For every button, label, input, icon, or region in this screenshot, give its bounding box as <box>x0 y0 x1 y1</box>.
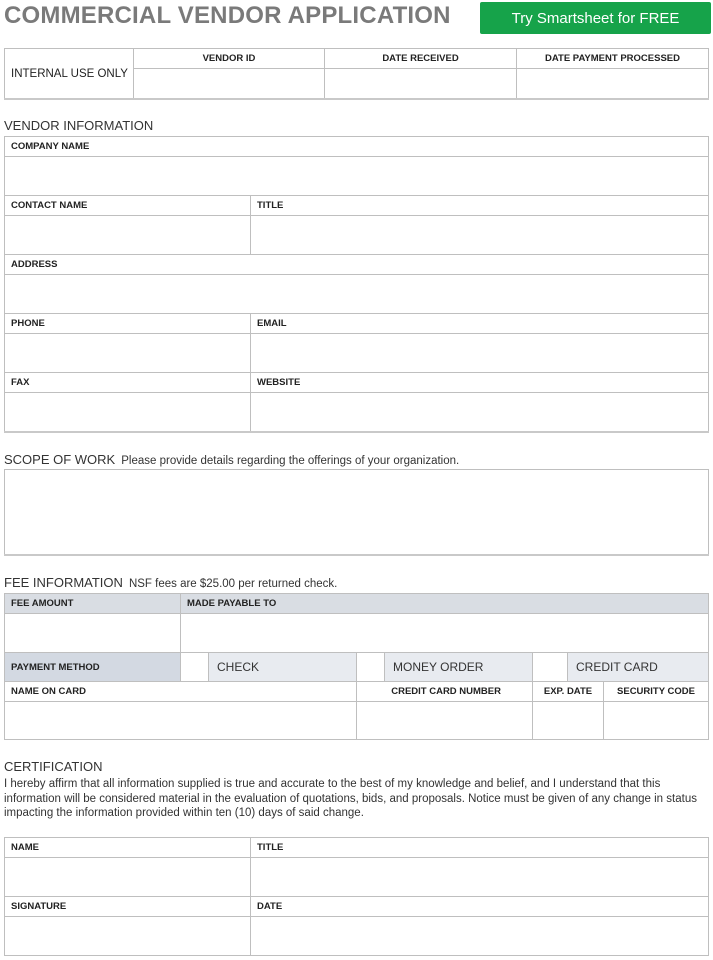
certification-text: I hereby affirm that all information supplied is true and accurate to the best of my knowledge and belief, and I understand that this information will be considered material in the evaluation of quotations, bids, and proposals. Notice must be given of any change in status impacting the information provided within ten (10) days of said change. <box>4 778 697 819</box>
credit-card-checkbox[interactable] <box>532 652 568 682</box>
name-on-card-header: NAME ON CARD <box>4 681 357 702</box>
cert-name-header: NAME <box>4 837 251 858</box>
cert-name-field[interactable] <box>4 857 251 897</box>
fee-amount-header: FEE AMOUNT <box>4 593 181 614</box>
scope-section-label: SCOPE OF WORK <box>4 452 116 467</box>
cert-table <box>4 837 709 956</box>
title-field[interactable] <box>250 215 709 255</box>
cert-title-field[interactable] <box>250 857 709 897</box>
address-field[interactable] <box>4 274 709 314</box>
credit-card-option: CREDIT CARD <box>567 652 709 682</box>
phone-header: PHONE <box>4 313 251 334</box>
money-order-option: MONEY ORDER <box>384 652 533 682</box>
try-smartsheet-button[interactable]: Try Smartsheet for FREE <box>480 2 711 34</box>
fee-table <box>4 593 709 740</box>
website-field[interactable] <box>250 392 709 432</box>
scope-section-title <box>4 452 459 467</box>
date-received-field[interactable] <box>324 68 517 99</box>
signature-header: SIGNATURE <box>4 896 251 917</box>
cert-section-title <box>4 759 102 774</box>
scope-field[interactable] <box>4 469 709 555</box>
divider <box>4 98 709 100</box>
payment-method-header: PAYMENT METHOD <box>4 652 181 682</box>
date-received-header: DATE RECEIVED <box>324 48 517 69</box>
vendor-table <box>4 136 709 432</box>
name-on-card-field[interactable] <box>4 701 357 740</box>
company-field[interactable] <box>4 156 709 196</box>
date-payment-field[interactable] <box>516 68 709 99</box>
email-field[interactable] <box>250 333 709 373</box>
company-header: COMPANY NAME <box>4 136 709 157</box>
exp-date-field[interactable] <box>532 701 604 740</box>
signature-field[interactable] <box>4 916 251 956</box>
internal-use-label <box>4 48 134 99</box>
title-header: TITLE <box>250 195 709 216</box>
vendor-section-label: VENDOR INFORMATION <box>4 118 154 133</box>
money-order-checkbox[interactable] <box>356 652 385 682</box>
check-checkbox[interactable] <box>180 652 209 682</box>
scope-note: Please provide details regarding the offerings of your organization. <box>121 455 460 467</box>
page-title: COMMERCIAL VENDOR APPLICATION <box>4 2 451 29</box>
exp-date-header: EXP. DATE <box>532 681 604 702</box>
contact-header: CONTACT NAME <box>4 195 251 216</box>
fee-section-title <box>4 575 337 590</box>
fax-field[interactable] <box>4 392 251 432</box>
phone-field[interactable] <box>4 333 251 373</box>
website-header: WEBSITE <box>250 372 709 393</box>
fax-header: FAX <box>4 372 251 393</box>
fee-section-label: FEE INFORMATION <box>4 575 123 590</box>
divider <box>4 554 709 556</box>
internal-use-table <box>4 48 709 99</box>
security-code-field[interactable] <box>603 701 709 740</box>
address-header: ADDRESS <box>4 254 709 275</box>
divider <box>4 431 709 433</box>
date-payment-header: DATE PAYMENT PROCESSED <box>516 48 709 69</box>
cc-number-field[interactable] <box>356 701 533 740</box>
cert-date-field[interactable] <box>250 916 709 956</box>
cert-date-header: DATE <box>250 896 709 917</box>
payable-field[interactable] <box>180 613 709 653</box>
fee-amount-field[interactable] <box>4 613 181 653</box>
vendor-id-header: VENDOR ID <box>133 48 325 69</box>
cert-title-header: TITLE <box>250 837 709 858</box>
cc-number-header: CREDIT CARD NUMBER <box>356 681 533 702</box>
internal-use-text: INTERNAL USE ONLY <box>11 67 128 80</box>
vendor-id-field[interactable] <box>133 68 325 99</box>
vendor-section-title <box>4 118 153 133</box>
cert-section-label: CERTIFICATION <box>4 759 103 774</box>
payable-header: MADE PAYABLE TO <box>180 593 709 614</box>
email-header: EMAIL <box>250 313 709 334</box>
check-option: CHECK <box>208 652 357 682</box>
security-code-header: SECURITY CODE <box>603 681 709 702</box>
contact-field[interactable] <box>4 215 251 255</box>
fee-note: NSF fees are $25.00 per returned check. <box>128 578 338 590</box>
